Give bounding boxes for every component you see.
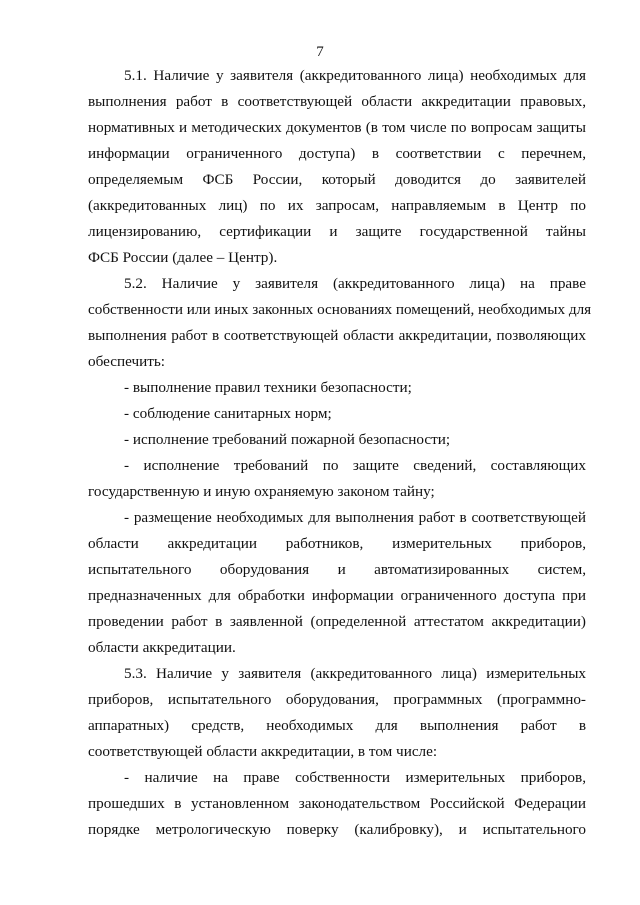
text-line: приборов, испытательного оборудования, программных (программно-: [88, 691, 586, 708]
text-line: - размещение необходимых для выполнения работ в соответствующей: [124, 509, 586, 526]
text-line: (аккредитованных лиц) по их запросам, направляемым в Центр по: [88, 197, 586, 214]
text-line: проведении работ в заявленной (определенной аттестатом аккредитации): [88, 613, 586, 630]
text-line: порядке метрологическую поверку (калибровку), и испытательного: [88, 821, 586, 838]
paragraph-p-item-4: [88, 453, 586, 505]
document-body: [88, 63, 592, 843]
text-line: выполнения работ в соответствующей области аккредитации правовых,: [88, 93, 586, 110]
page-number: 7: [316, 44, 324, 60]
text-line: определяемым ФСБ России, который доводится до заявителей: [88, 171, 586, 188]
text-line: обеспечить:: [88, 353, 166, 370]
text-line: выполнения работ в соответствующей области аккредитации, позволяющих: [88, 327, 586, 344]
text-line: - наличие на праве собственности измерительных приборов,: [124, 769, 586, 786]
paragraph-p-item-3: [88, 427, 586, 453]
text-line: - выполнение правил техники безопасности;: [124, 379, 412, 396]
text-line: области аккредитации.: [88, 639, 236, 656]
text-line: аппаратных) средств, необходимых для выполнения работ в: [88, 717, 586, 734]
text-line: нормативных и методических документов (в том числе по вопросам защиты: [88, 119, 586, 136]
text-line: - соблюдение санитарных норм;: [124, 405, 332, 422]
paragraph-p-5-1: [88, 63, 586, 271]
text-line: соответствующей области аккредитации, в том числе:: [88, 743, 438, 760]
paragraph-p-item-5: [88, 505, 586, 661]
text-line: 5.3. Наличие у заявителя (аккредитованного лица) измерительных: [124, 665, 586, 682]
paragraph-p-item-1: [88, 375, 586, 401]
text-line: - исполнение требований пожарной безопасности;: [124, 431, 451, 448]
text-line: собственности или иных законных основаниях помещений, необходимых для: [88, 301, 592, 318]
text-line: лицензированию, сертификации и защите государственной тайны: [88, 223, 586, 240]
text-line: - исполнение требований по защите сведений, составляющих: [124, 457, 586, 474]
text-line: информации ограниченного доступа) в соответствии с перечнем,: [88, 145, 586, 162]
text-line: 5.2. Наличие у заявителя (аккредитованного лица) на праве: [124, 275, 586, 292]
text-line: области аккредитации работников, измерительных приборов,: [88, 535, 586, 552]
paragraph-p-5-3: [88, 661, 586, 765]
paragraph-p-item-2: [88, 401, 586, 427]
paragraph-p-5-2: [88, 271, 592, 375]
text-line: предназначенных для обработки информации ограниченного доступа при: [88, 587, 586, 604]
paragraph-p-item-6: [88, 765, 586, 843]
text-line: 5.1. Наличие у заявителя (аккредитованного лица) необходимых для: [124, 67, 586, 84]
text-line: ФСБ России (далее – Центр).: [88, 249, 278, 266]
text-line: прошедших в установленном законодательством Российской Федерации: [88, 795, 586, 812]
text-line: испытательного оборудования и автоматизированных систем,: [88, 561, 586, 578]
text-line: государственную и иную охраняемую законом тайну;: [88, 483, 435, 500]
